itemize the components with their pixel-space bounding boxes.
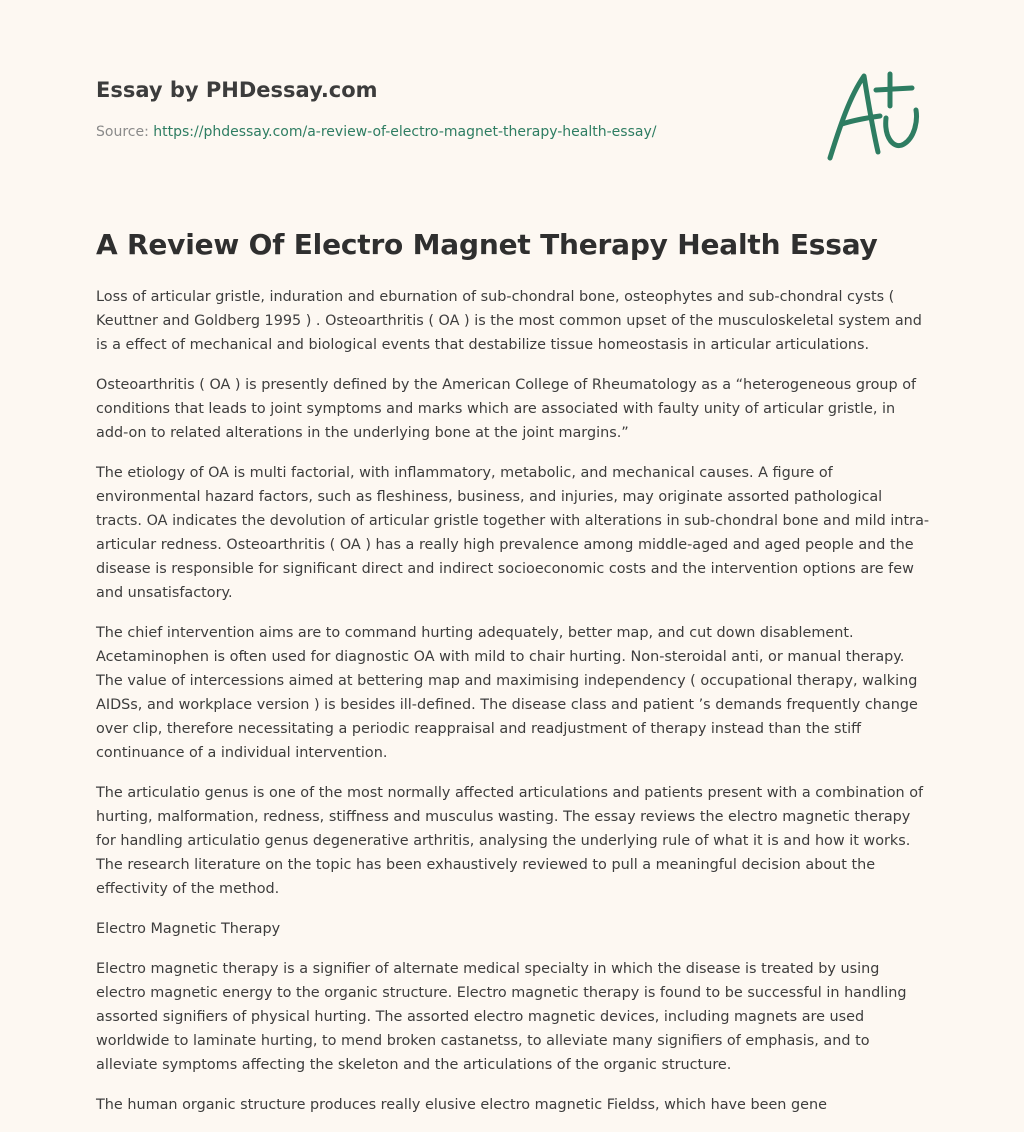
paragraph: The etiology of OA is multi factorial, with inflammatory, metabolic, and mechanical causes. A figure of environmental hazard factors, such as fleshiness, business, and injuries, may originate assorted pathological tracts. OA indicates the devolution of articular gristle together with alterations in sub-chondral bone and mild intra-articular redness. Osteoarthritis ( OA ) has a really high prevalence among middle-aged and aged people and the disease is responsible for significant direct and indirect socioeconomic costs and the intervention options are few and unsatisfactory. — [96, 465, 930, 601]
section-heading: Electro Magnetic Therapy — [96, 921, 281, 937]
paragraph: The articulatio genus is one of the most normally affected articulations and patients present with a combination of hurting, malformation, redness, stiffness and musculus wasting. The essay reviews the electro magnetic therapy for handling articulatio genus degenerative arthritis, analysing the underlying rule of what it is and how it works. The research literature on the topic has been exhaustively reviewed to pull a meaningful decision about the effectivity of the method. — [96, 785, 924, 897]
source-line — [96, 122, 656, 142]
source-label: Source: — [96, 124, 149, 140]
paragraph: Electro magnetic therapy is a signifier of alternate medical specialty in which the disease is treated by using electro magnetic energy to the organic structure. Electro magnetic therapy is found to be successful in handling assorted signifiers of physical hurting. The assorted electro magnetic devices, including magnets are used worldwide to laminate hurting, to mend broken castanetss, to alleviate many signifiers of emphasis, and to alleviate symptoms affecting the skeleton and the articulations of the organic structure. — [96, 961, 907, 1073]
essay-title: A Review Of Electro Magnet Therapy Health Essay — [96, 228, 878, 261]
essay-header — [96, 76, 796, 140]
essay-body — [96, 285, 930, 1132]
paragraph: The chief intervention aims are to command hurting adequately, better map, and cut down disablement. Acetaminophen is often used for diagnostic OA with mild to chair hurting. Non-steroidal anti, or manual therapy. The value of intercessions aimed at bettering map and maximising independency ( occupational therapy, walking AIDSs, and workplace version ) is besides ill-defined. The disease class and patient ’s demands frequently change over clip, therefore necessitating a periodic reappraisal and readjustment of therapy instead than the stiff continuance of a individual intervention. — [96, 625, 918, 761]
site-brand: Essay by PHDessay.com — [96, 78, 378, 102]
paragraph: Loss of articular gristle, induration and eburnation of sub-chondral bone, osteophytes and sub-chondral cysts ( Keuttner and Goldberg 1995 ) . Osteoarthritis ( OA ) is the most common upset of the musculoskeletal system and is a effect of mechanical and biological events that destabilize tissue homeostasis in articular articulations. — [96, 289, 922, 353]
a-plus-logo-icon — [820, 66, 930, 166]
source-link[interactable]: https://phdessay.com/a-review-of-electro-magnet-therapy-health-essay/ — [153, 124, 657, 140]
paragraph: The human organic structure produces really elusive electro magnetic Fieldss, which have been gene — [96, 1097, 827, 1113]
paragraph: Osteoarthritis ( OA ) is presently defined by the American College of Rheumatology as a “heterogeneous group of conditions that leads to joint symptoms and marks which are associated with faulty unity of articular gristle, in add-on to related alterations in the underlying bone at the joint margins.” — [96, 377, 917, 441]
